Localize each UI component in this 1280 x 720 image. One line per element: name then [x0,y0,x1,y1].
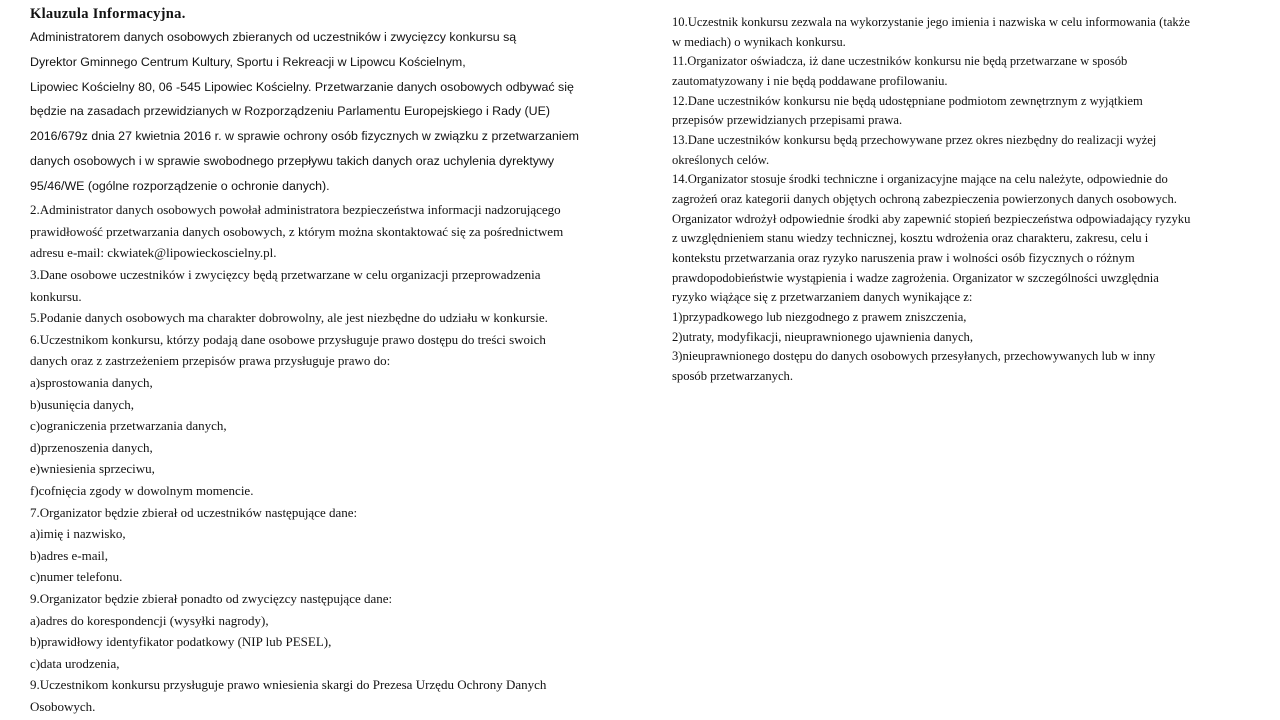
text-line: 5.Podanie danych osobowych ma charakter dobrowolny, ale jest niezbędne do udziału w konkursie. [30,310,548,326]
text-line: 2016/679z dnia 27 kwietnia 2016 r. w sprawie ochrony osób fizycznych w związku z przetwarzaniem [30,129,579,143]
text-line: określonych celów. [672,152,770,167]
document-title: Klauzula Informacyjna. [30,6,186,22]
text-line: 9.Uczestnikom konkursu przysługuje prawo wniesienia skargi do Prezesa Urzędu Ochrony Danych [30,677,547,693]
text-line: sposób przetwarzanych. [672,368,793,383]
text-line: 12.Dane uczestników konkursu nie będą udostępniane podmiotom zewnętrznym z wyjątkiem [672,93,1143,108]
text-line: 13.Dane uczestników konkursu będą przechowywane przez okres niezbędny do realizacji wyżej [672,132,1157,147]
text-line: przepisów przewidzianych przepisami prawa. [672,113,903,128]
text-line: danych osobowych i w sprawie swobodnego przepływu takich danych oraz uchylenia dyrektywy [30,153,555,168]
text-line: c)numer telefonu. [30,569,123,585]
text-line: 14.Organizator stosuje środki techniczne i organizacyjne mające na celu należyte, odpowiednie do [672,172,1168,187]
text-line: 1)przypadkowego lub niezgodnego z prawem zniszczenia, [672,309,967,324]
text-line: danych oraz z zastrzeżeniem przepisów prawa przysługuje prawo do: [30,353,391,369]
text-line: c)data urodzenia, [30,655,120,671]
text-line: będzie na zasadach przewidzianych w Rozporządzeniu Parlamentu Europejskiego i Rady (UE) [30,104,550,119]
text-line: 2.Administrator danych osobowych powołał administratora bezpieczeństwa informacji nadzorującego [30,202,561,218]
text-line: Lipowiec Kościelny 80, 06 -545 Lipowiec Kościelny. Przetwarzanie danych osobowych odbywać się [30,79,574,94]
text-line: 11.Organizator oświadcza, iż dane uczestników konkursu nie będą przetwarzane w sposób [672,54,1128,69]
text-line: 3)nieuprawnionego dostępu do danych osobowych przesyłanych, przechowywanych lub w inny [672,349,1156,364]
text-line: ryzyko wiążące się z przetwarzaniem danych wynikające z: [672,290,973,305]
text-line: 3.Dane osobowe uczestników i zwycięzcy będą przetwarzane w celu organizacji przeprowadzenia [30,267,541,283]
text-line: z uwzględnieniem stanu wiedzy technicznej, kosztu wdrożenia oraz charakteru, zakresu, celu i [672,231,1149,246]
text-line: d)przenoszenia danych, [30,439,153,455]
text-line: Dyrektor Gminnego Centrum Kultury, Sportu i Rekreacji w Lipowcu Kościelnym, [30,54,466,69]
text-line: 2)utraty, modyfikacji, nieuprawnionego ujawnienia danych, [672,329,973,344]
text-line: b)adres e-mail, [30,547,108,563]
text-line: zagrożeń oraz kategorii danych objętych ochroną zabezpieczenia powierzonych danych osobowych. [672,191,1177,206]
text-line: Osobowych. [30,698,96,714]
right-column [672,13,1232,386]
text-line: 10.Uczestnik konkursu zezwala na wykorzystanie jego imienia i nazwiska w celu informowania (także [672,15,1190,29]
text-line: b)usunięcia danych, [30,396,134,412]
text-line: a)imię i nazwisko, [30,526,126,542]
text-line: a)adres do korespondencji (wysyłki nagrody), [30,612,269,628]
text-line: a)sprostowania danych, [30,375,153,390]
left-column [30,3,658,718]
text-line: c)ograniczenia przetwarzania danych, [30,418,227,434]
text-line: e)wniesienia sprzeciwu, [30,461,155,477]
text-line: 9.Organizator będzie zbierał ponadto od zwycięzcy następujące dane: [30,590,393,606]
left-body-paragraphs [30,199,658,717]
text-line: prawdopodobieństwie wystąpienia i wadze zagrożenia. Organizator w szczególności uwzględnia [672,270,1159,285]
text-line: w mediach) o wynikach konkursu. [672,34,846,49]
text-line: zautomatyzowany i nie będą poddawane profilowaniu. [672,73,948,88]
text-line: 7.Organizator będzie zbierał od uczestników następujące dane: [30,504,358,520]
text-line: prawidłowość przetwarzania danych osobowych, z którym można skontaktować się za pośrednictwem [30,223,564,239]
text-line: 6.Uczestnikom konkursu, którzy podają dane osobowe przysługuje prawo dostępu do treści swoich [30,331,546,347]
text-line: Administratorem danych osobowych zbieranych od uczestników i zwycięzcy konkursu są [30,30,517,44]
text-line: kontekstu przetwarzania oraz ryzyko naruszenia praw i wolności osób fizycznych o różnym [672,250,1135,265]
text-line: adresu e-mail: ckwiatek@lipowieckoscielny.pl. [30,245,277,261]
text-line: 95/46/WE (ogólne rozporządzenie o ochronie danych). [30,178,330,193]
text-line: konkursu. [30,288,82,304]
text-line: Organizator wdrożył odpowiednie środki aby zapewnić stopień bezpieczeństwa odpowiadający ryzyku [672,211,1191,226]
text-line: b)prawidłowy identyfikator podatkowy (NIP lub PESEL), [30,634,332,650]
text-line: f)cofnięcia zgody w dowolnym momencie. [30,482,254,498]
intro-paragraph [30,25,658,198]
